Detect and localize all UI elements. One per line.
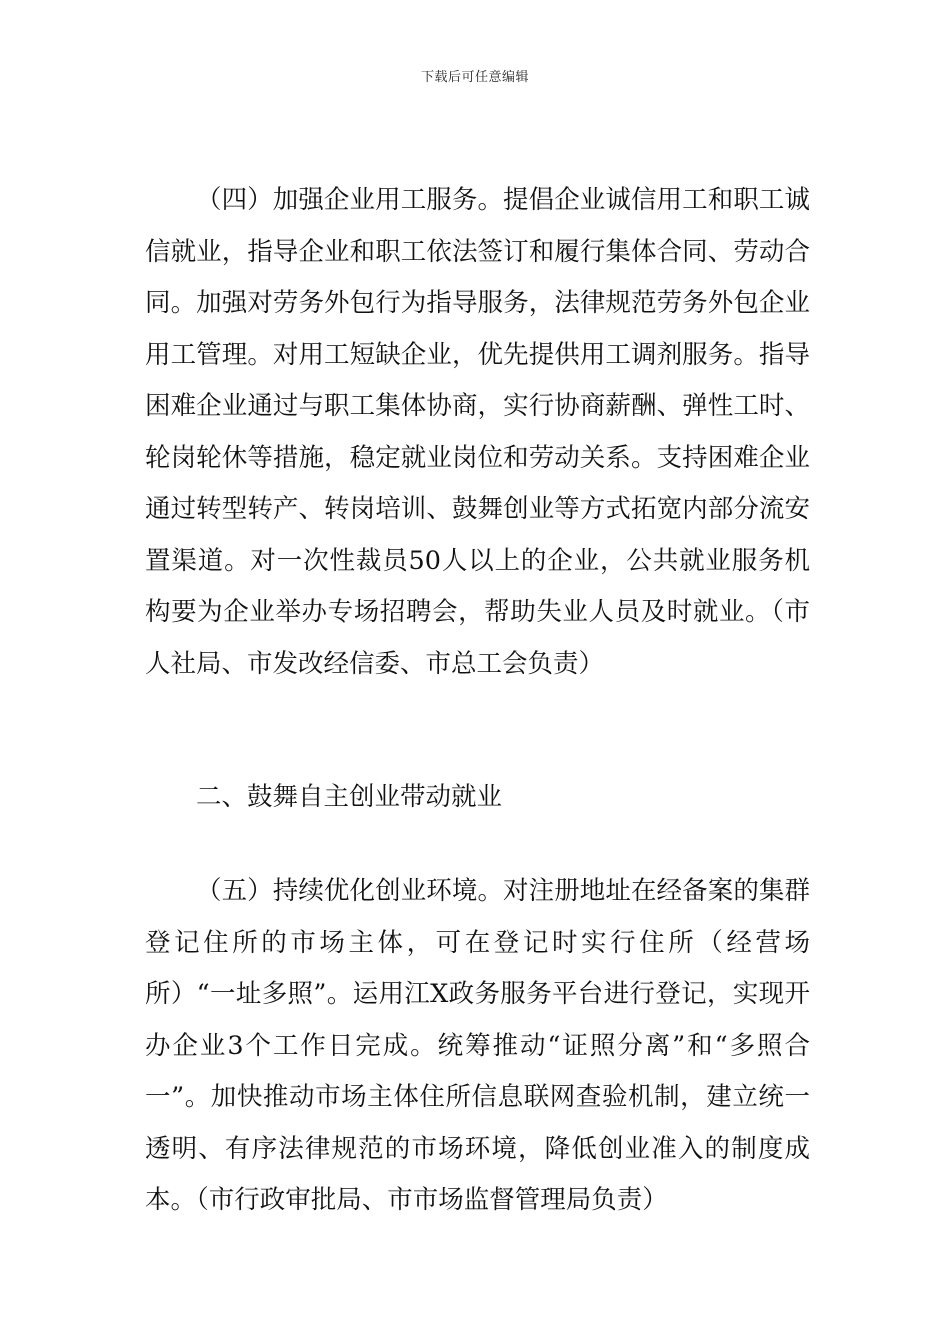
paragraph-5: （五）持续优化创业环境。对注册地址在经备案的集群登记住所的市场主体，可在登记时实行住所（经营场所）“一址多照”。运用江X政务服务平台进行登记，实现开办企业3个工作日完成。统筹推动“证照分离”和“多照合一”。加快推动市场主体住所信息联网查验机制，建立统一透明、有序法律规范的市场环境，降低创业准入的制度成本。（市行政审批局、市市场监督管理局负责） xyxy=(145,876,810,1215)
paragraph-4: （四）加强企业用工服务。提倡企业诚信用工和职工诚信就业，指导企业和职工依法签订和履行集体合同、劳动合同。加强对劳务外包行为指导服务，法律规范劳务外包企业用工管理。对用工短缺企业，优先提供用工调剂服务。指导困难企业通过与职工集体协商，实行协商薪酬、弹性工时、轮岗轮休等措施，稳定就业岗位和劳动关系。支持困难企业通过转型转产、转岗培训、鼓舞创业等方式拓宽内部分流安置渠道。对一次性裁员50人以上的企业，公共就业服务机构要为企业举办专场招聘会，帮助失业人员及时就业。（市人社局、市发改经信委、市总工会负责） xyxy=(145,185,810,679)
section-heading-2: 二、鼓舞自主创业带动就业 xyxy=(196,782,503,812)
page-header-note: 下载后可任意编辑 xyxy=(420,70,529,85)
